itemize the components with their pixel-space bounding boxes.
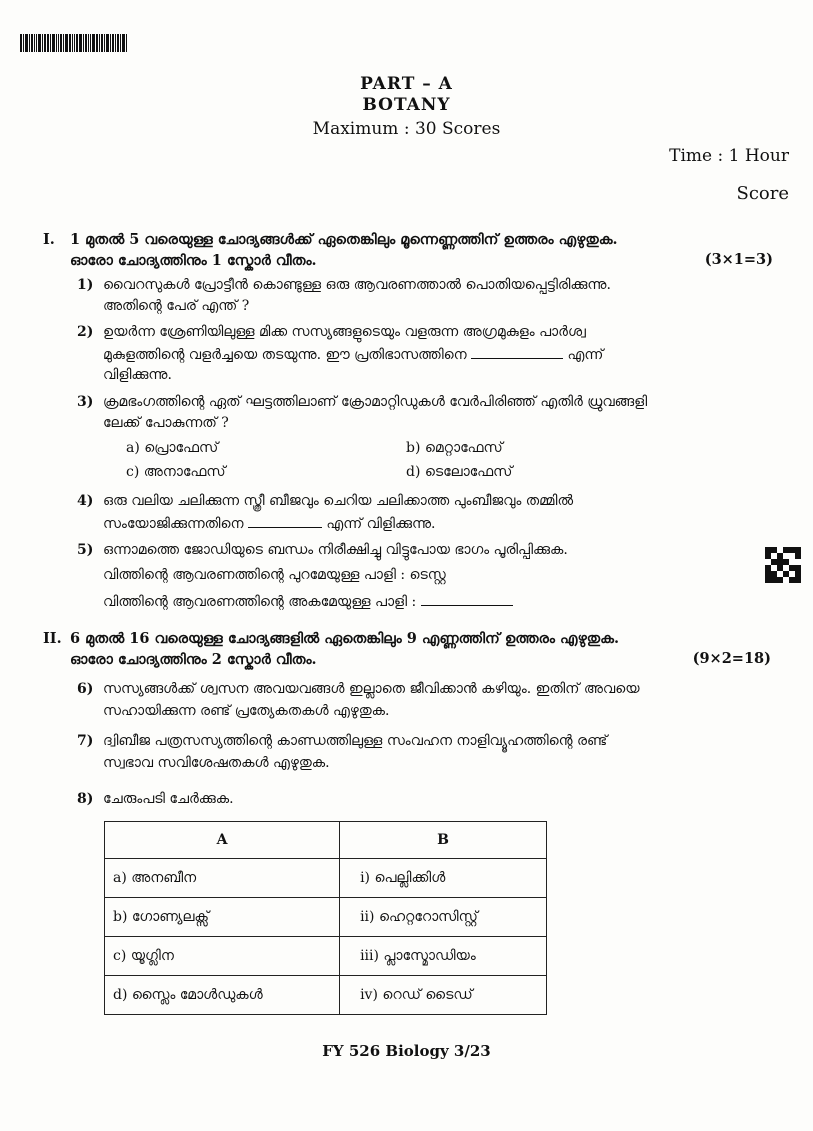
table-row	[105, 976, 547, 1015]
table-row	[105, 937, 547, 976]
section-2-instruction-1: 6 മുതൽ 16 വരെയുള്ള ചോദ്യങ്ങളിൽ ഏതെങ്കിലും 9 എണ്ണത്തിന് ഉത്തരം എഴുതുക.	[70, 630, 619, 647]
section-2-instruction-2: ഓരോ ചോദ്യത്തിനും 2 സ്കോർ വീതം.	[70, 651, 317, 668]
q3-number: 3)	[77, 394, 94, 410]
cell-b: i) പെല്ലിക്കിൾ	[340, 859, 547, 898]
section-1-number: I.	[43, 231, 55, 248]
table-row	[105, 859, 547, 898]
q8-text: ചേരുംപടി ചേർക്കുക.	[103, 791, 234, 807]
q3-option-b: b) മെറ്റാഫേസ്	[406, 440, 503, 456]
section-1-marks: (3×1=3)	[704, 251, 773, 268]
cell-a: a) അനബീന	[105, 859, 340, 898]
q8-number: 8)	[77, 791, 94, 807]
section-2-number: II.	[43, 630, 62, 647]
q6-text-2: സഹായിക്കുന്ന രണ്ട് പ്രത്യേകതകൾ എഴുതുക.	[103, 703, 390, 719]
q1-number: 1)	[77, 277, 94, 293]
max-score: Maximum : 30 Scores	[312, 119, 501, 139]
match-table-header	[105, 822, 547, 859]
q5-text-3: വിത്തിന്റെ ആവരണത്തിന്റെ അകമേയുള്ള പാളി :	[103, 591, 513, 613]
q5-text-2: വിത്തിന്റെ ആവരണത്തിന്റെ പുറമേയുള്ള പാളി : ടെസ്റ്റ	[103, 567, 446, 583]
part-heading: PART – A	[360, 74, 453, 94]
q3-option-c: c) അനാഫേസ്	[126, 464, 226, 480]
cell-b: iv) റെഡ് ടൈഡ്	[340, 976, 547, 1015]
q3-text-2: ലേക്ക് പോകുന്നത് ?	[103, 415, 229, 431]
cell-a: b) ഗോണ്യലക്സ്	[105, 898, 340, 937]
q2-number: 2)	[77, 324, 94, 340]
subject-heading: BOTANY	[362, 95, 451, 115]
q4-answer-blank[interactable]	[248, 513, 322, 528]
q4-number: 4)	[77, 493, 94, 509]
time-label: Time : 1 Hour	[669, 146, 789, 166]
column-b-header: B	[340, 822, 547, 859]
page-footer-code: FY 526 Biology 3/23	[322, 1042, 491, 1060]
q2-text-3: വിളിക്കുന്നു.	[103, 367, 172, 383]
q7-text-2: സ്വഭാവ സവിശേഷതകൾ എഴുതുക.	[103, 755, 330, 771]
q1-text-1: വൈറസുകൾ പ്രോട്ടീൻ കൊണ്ടുള്ള ഒരു ആവരണത്താൽ പൊതിയപ്പെട്ടിരിക്കുന്നു.	[103, 277, 611, 293]
qr-code	[765, 547, 801, 583]
q2-text-1: ഉയർന്ന ശ്രേണിയിലുള്ള മിക്ക സസ്യങ്ങളുടെയും വളരുന്ന അഗ്രമുകുളം പാർശ്വ	[103, 324, 586, 340]
q3-text-1: ക്രമഭംഗത്തിന്റെ ഏത് ഘട്ടത്തിലാണ് ക്രോമാറ്റിഡുകൾ വേർപിരിഞ്ഞ് എതിർ ധ്രുവങ്ങളി	[103, 394, 648, 410]
q1-text-2: അതിന്റെ പേര് എന്ത് ?	[103, 298, 250, 314]
q3-option-a: a) പ്രൊഫേസ്	[126, 440, 219, 456]
cell-b: iii) പ്ലാസ്മോഡിയം	[340, 937, 547, 976]
q5-text-1: ഒന്നാമത്തെ ജോഡിയുടെ ബന്ധം നിരീക്ഷിച്ചു വിട്ടുപോയ ഭാഗം പൂരിപ്പിക്കുക.	[103, 542, 568, 558]
q2-text-2: മുകുളത്തിന്റെ വളർച്ചയെ തടയുന്നു. ഈ പ്രതിഭാസത്തിനെ എന്ന്	[103, 344, 603, 366]
cell-b: ii) ഹെറ്ററോസിസ്റ്റ്	[340, 898, 547, 937]
match-table	[104, 821, 547, 1015]
cell-a: c) യൂഗ്ലിന	[105, 937, 340, 976]
q7-text-1: ദ്വിബീജ പത്രസസ്യത്തിന്റെ കാണ്ഡത്തിലുള്ള സംവഹന നാളിവ്യൂഹത്തിന്റെ രണ്ട്	[103, 733, 608, 749]
q3-option-d: d) ടെലോഫേസ്	[406, 464, 513, 480]
section-1-instruction-1: 1 മുതൽ 5 വരെയുള്ള ചോദ്യങ്ങൾക്ക് ഏതെങ്കിലും മൂന്നെണ്ണത്തിന് ഉത്തരം എഴുതുക.	[70, 231, 618, 248]
score-column-label: Score	[736, 183, 789, 204]
q4-text-1: ഒരു വലിയ ചലിക്കുന്ന സ്ത്രീ ബീജവും ചെറിയ ചലിക്കാത്ത പുംബീജവും തമ്മിൽ	[103, 493, 574, 509]
q2-answer-blank[interactable]	[471, 344, 563, 359]
cell-a: d) സ്ലൈം മോൾഡുകൾ	[105, 976, 340, 1015]
section-2-marks: (9×2=18)	[692, 650, 771, 667]
q6-number: 6)	[77, 681, 94, 697]
q4-text-2: സംയോജിക്കുന്നതിനെ എന്ന് വിളിക്കുന്നു.	[103, 513, 436, 535]
section-1-instruction-2: ഓരോ ചോദ്യത്തിനും 1 സ്കോർ വീതം.	[70, 252, 317, 269]
q6-text-1: സസ്യങ്ങൾക്ക് ശ്വസന അവയവങ്ങൾ ഇല്ലാതെ ജീവിക്കാൻ കഴിയും. ഇതിന് അവയെ	[103, 681, 640, 697]
q7-number: 7)	[77, 733, 94, 749]
q5-answer-blank[interactable]	[421, 591, 513, 606]
column-a-header: A	[105, 822, 340, 859]
barcode	[20, 34, 146, 52]
table-row	[105, 898, 547, 937]
q5-number: 5)	[77, 542, 94, 558]
